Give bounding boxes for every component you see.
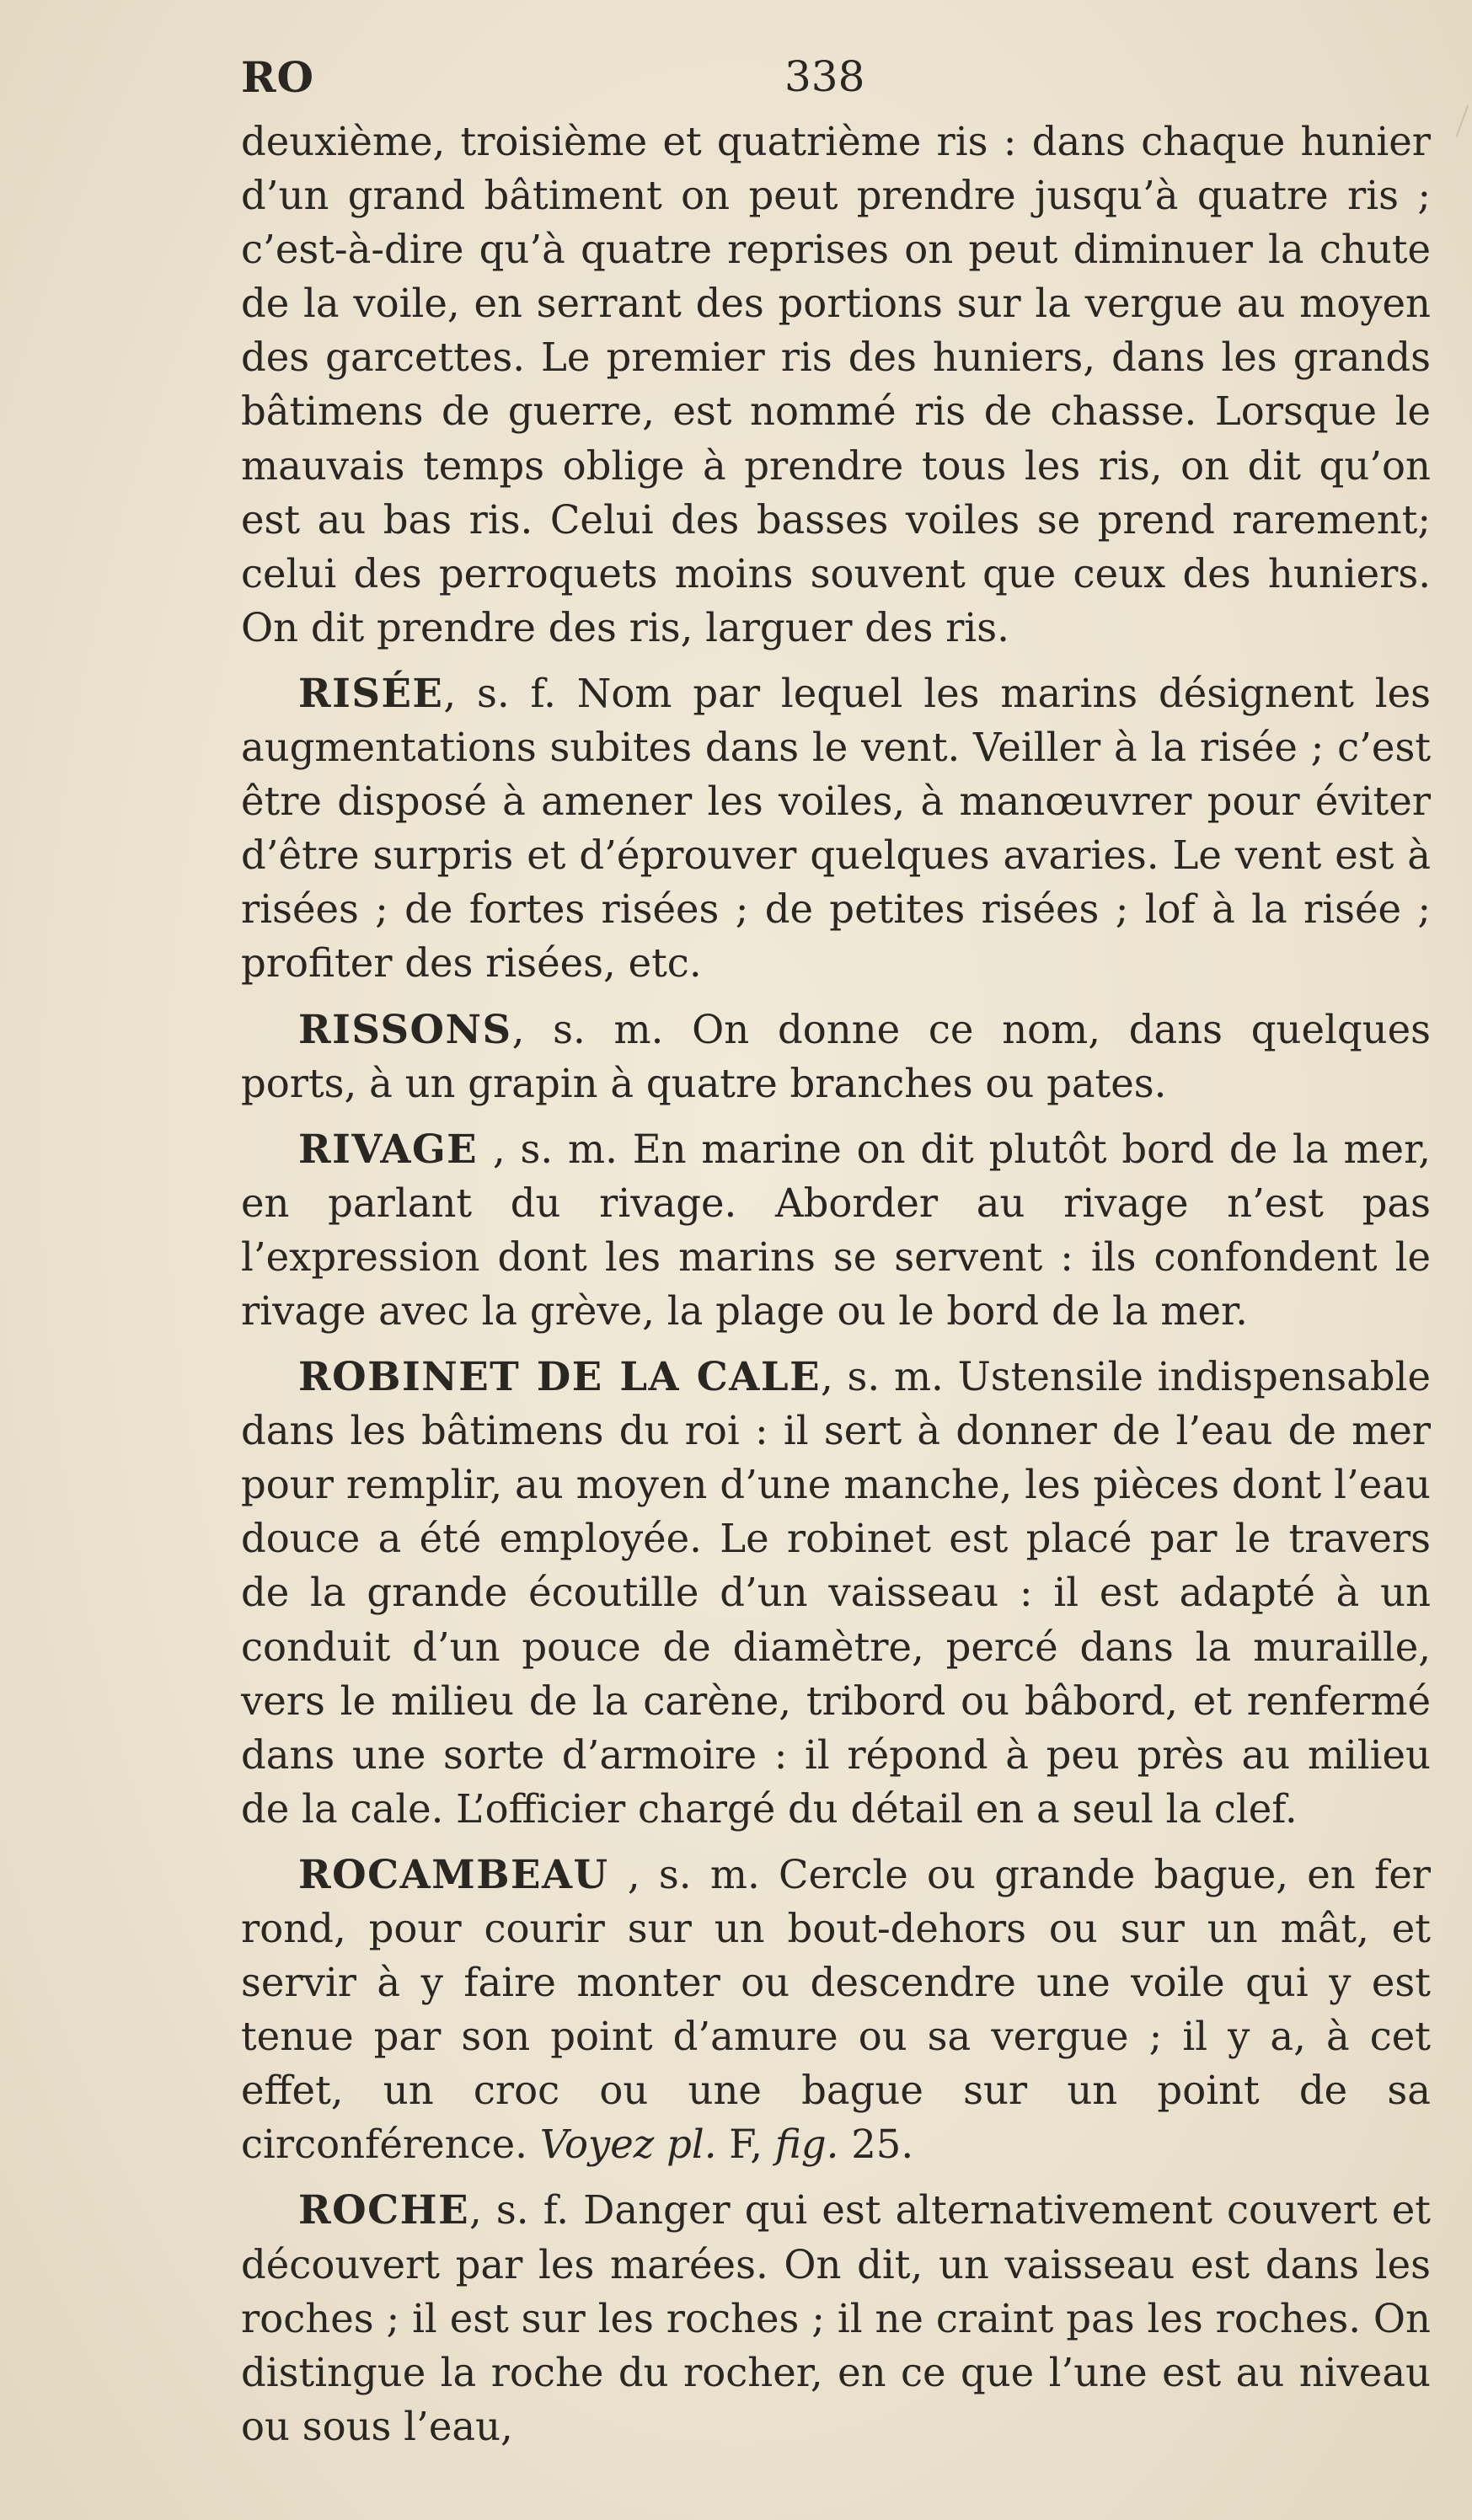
headword: RISSONS <box>298 1005 512 1052</box>
grammar-label: , s. m. <box>821 1354 944 1400</box>
headword: RISÉE <box>298 669 444 716</box>
figure-number: 25. <box>838 2121 914 2168</box>
definition: Ustensile indispensable dans les bâtimens du roi : il sert à donner de l’eau de mer pour remplir, au moyen d’une manche, les pièces dont l’eau douce a été employée. Le robinet est placé par le travers de la grande écoutille d’un vaisseau : il est adapté à un conduit d’un pouce de diamètre, percé dans la muraille, vers le milieu de la carène, tribord ou bâbord, et renfermé dans une sorte d’armoire : il répond à peu près au milieu de la cale. L’officier chargé du détail en a seul la clef. <box>241 1354 1431 1832</box>
running-header <box>241 52 1416 111</box>
headword: RIVAGE <box>298 1125 479 1172</box>
entry-rocambeau <box>241 1848 1431 2172</box>
grammar-label: , s. m. <box>478 1126 618 1172</box>
continuation-paragraph: deuxième, troisième et quatrième ris : dans chaque hunier d’un grand bâtiment on peut prendre jusqu’à quatre ris ; c’est-à-dire qu’à quatre reprises on peut diminuer la chute de la voile, en serrant des portions sur la vergue au moyen des garcettes. Le premier ris des huniers, dans les grands bâtimens de guerre, est nommé ris de chasse. Lorsque le mauvais temps oblige à prendre tous les ris, on dit qu’on est au bas ris. Celui des basses voiles se prend rarement; celui des perroquets moins souvent que ceux des huniers. On dit prendre des ris, larguer des ris. <box>241 119 1431 650</box>
grammar-label: , s. f. <box>443 670 556 716</box>
definition: Nom par lequel les marins désignent les augmentations subites dans le vent. Veiller à la risée ; c’est être disposé à amener les voiles, à manœuvrer pour éviter d’être surpris et d’éprouver quelques avaries. Le vent est à risées ; de fortes risées ; de petites risées ; lof à la risée ; profiter des risées, etc. <box>241 670 1431 987</box>
definition: En marine on dit plutôt bord de la mer, en parlant du rivage. Aborder au rivage n’est pas l’expression dont les marins se servent : ils confondent le rivage avec la grève, la plage ou le bord de la mer. <box>241 1126 1431 1334</box>
cross-reference: Voyez pl. <box>539 2121 717 2168</box>
entry-rivage <box>241 1122 1431 1338</box>
entry-robinet-de-la-cale <box>241 1350 1431 1836</box>
headword: ROCAMBEAU <box>298 1850 609 1897</box>
entry-rissons <box>241 1003 1431 1110</box>
margin-mark <box>1438 99 1469 137</box>
plate-reference: F, <box>716 2121 775 2168</box>
page-number: 338 <box>784 52 865 101</box>
headword: ROBINET DE LA CALE <box>298 1353 822 1400</box>
entry-risee <box>241 666 1431 991</box>
definition: Cercle ou grande bague, en fer rond, pour courir sur un bout-dehors ou sur un mât, et servir à y faire monter ou descendre une voile qui y est tenue par son point d’amure ou sa vergue ; il y a, à cet effet, un croc ou une bague sur un point de sa circonférence. <box>241 1851 1431 2168</box>
section-letters: RO <box>241 52 315 102</box>
figure-label: fig. <box>774 2121 839 2168</box>
grammar-label: , s. f. <box>469 2187 570 2234</box>
grammar-label: , s. m. <box>511 1006 664 1052</box>
definition: Danger qui est alternativement couvert et découvert par les marées. On dit, un vaisseau est dans les roches ; il est sur les roches ; il ne craint pas les roches. On distingue la roche du rocher, en ce que l’une est au niveau ou sous l’eau, <box>241 2187 1431 2449</box>
definition: On donne ce nom, dans quelques ports, à un grapin à quatre branches ou pates. <box>241 1006 1431 1106</box>
headword: ROCHE <box>298 2186 470 2234</box>
grammar-label: , s. m. <box>608 1851 760 1897</box>
entry-roche <box>241 2183 1431 2453</box>
dictionary-text <box>241 115 1431 2453</box>
